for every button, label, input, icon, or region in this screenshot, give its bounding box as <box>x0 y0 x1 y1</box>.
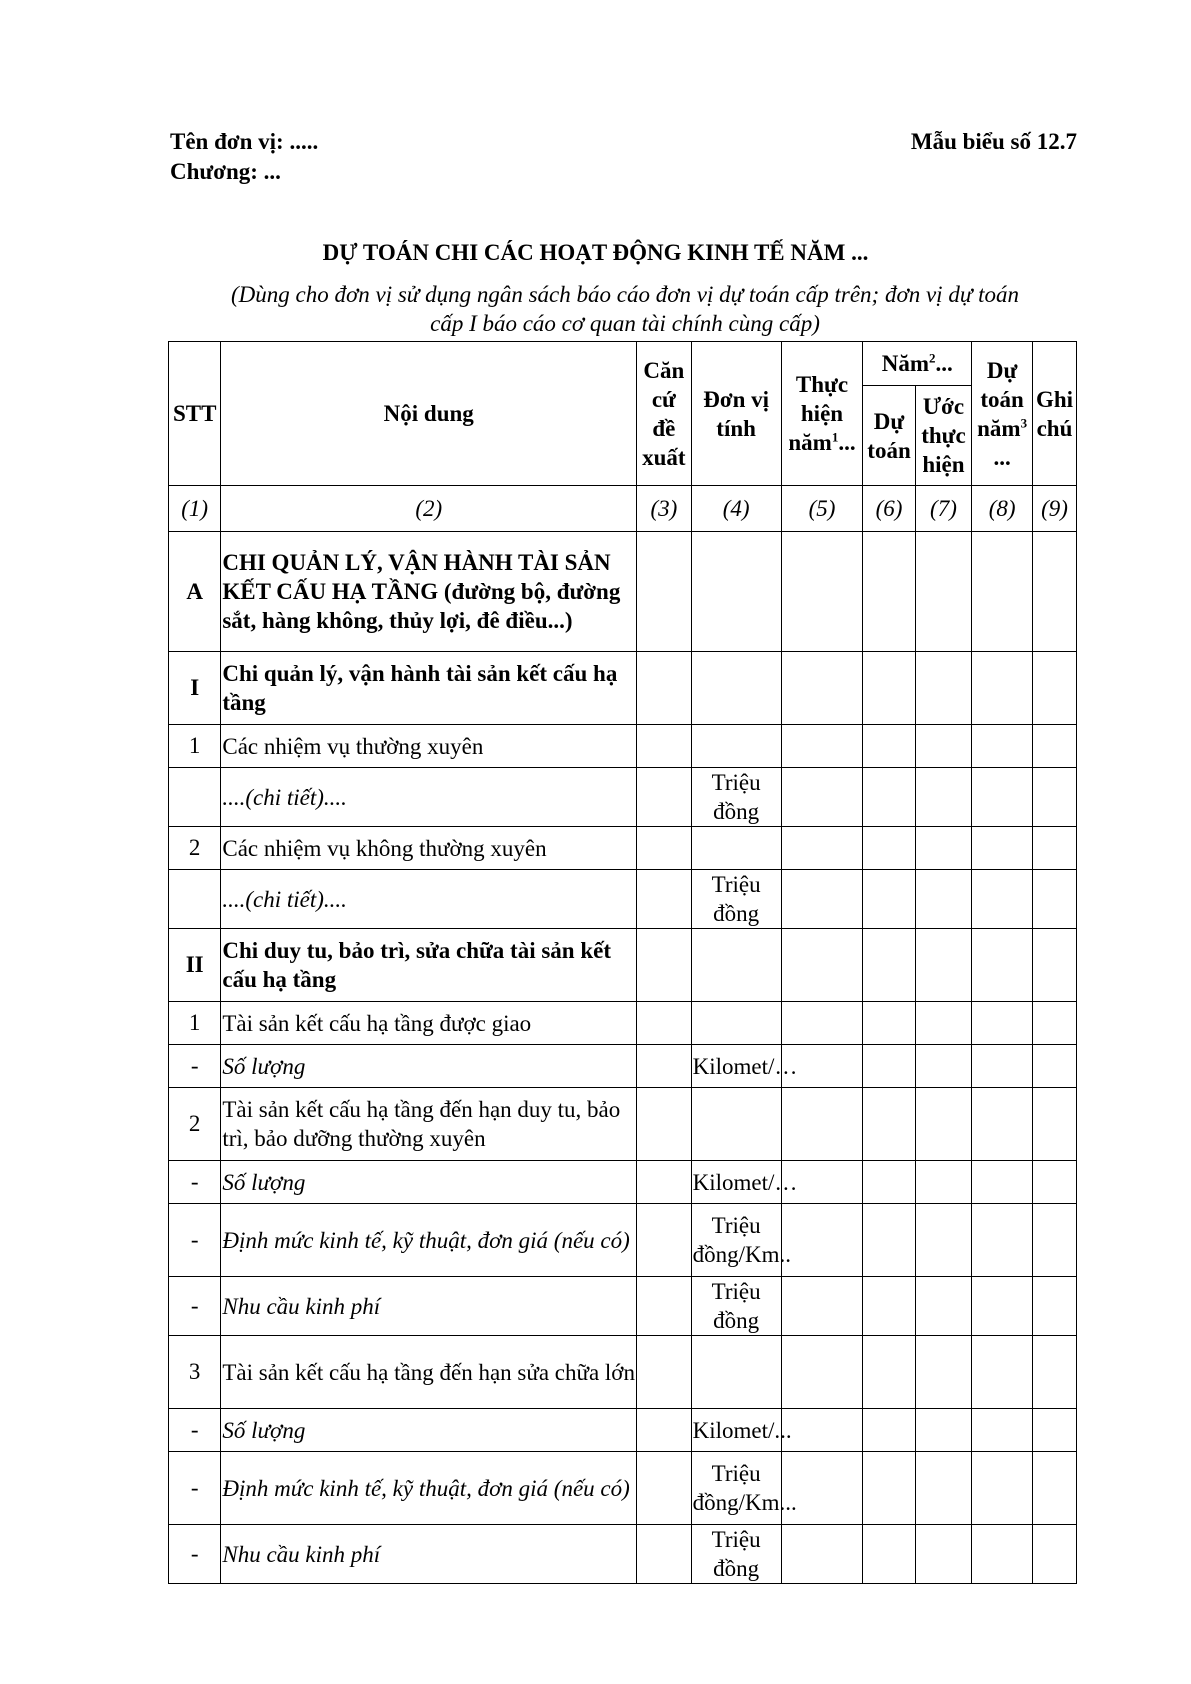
header-basis: Căn cứ đề xuất <box>637 342 691 486</box>
table-row <box>169 1452 1077 1525</box>
table-row <box>169 1045 1077 1088</box>
row-unit <box>691 827 781 870</box>
header-actual-suffix: ... <box>838 430 856 455</box>
row-note <box>1032 1525 1076 1584</box>
document-subtitle <box>170 280 1080 338</box>
row-estimate <box>863 768 915 827</box>
row-stt: 1 <box>169 1002 221 1045</box>
row-actual <box>781 1204 863 1277</box>
table-row <box>169 1336 1077 1409</box>
row-content: ....(chi tiết).... <box>221 870 637 929</box>
row-budget <box>972 768 1033 827</box>
row-basis <box>637 1452 691 1525</box>
row-note <box>1032 768 1076 827</box>
table-row <box>169 652 1077 725</box>
row-stt: 2 <box>169 827 221 870</box>
row-estimate <box>863 1045 915 1088</box>
row-est-actual <box>915 1002 972 1045</box>
row-unit: Kilomet/… <box>691 1161 781 1204</box>
table-row <box>169 827 1077 870</box>
header-note: Ghi chú <box>1032 342 1076 486</box>
row-budget <box>972 652 1033 725</box>
row-actual <box>781 1088 863 1161</box>
header-content: Nội dung <box>221 342 637 486</box>
row-content: Tài sản kết cấu hạ tầng đến hạn duy tu, bảo trì, bảo dưỡng thường xuyên <box>221 1088 637 1161</box>
row-note <box>1032 1002 1076 1045</box>
row-unit <box>691 929 781 1002</box>
row-unit <box>691 1088 781 1161</box>
row-budget <box>972 1204 1033 1277</box>
row-stt: - <box>169 1409 221 1452</box>
row-actual <box>781 1409 863 1452</box>
row-estimate <box>863 1525 915 1584</box>
row-budget <box>972 1277 1033 1336</box>
row-basis <box>637 1045 691 1088</box>
row-unit: Triệu đồng <box>691 1277 781 1336</box>
header-year-suffix: ... <box>935 351 953 376</box>
row-note <box>1032 725 1076 768</box>
row-budget <box>972 1161 1033 1204</box>
row-stt: - <box>169 1452 221 1525</box>
row-stt: A <box>169 532 221 652</box>
row-actual <box>781 1336 863 1409</box>
row-estimate <box>863 827 915 870</box>
table-row <box>169 1002 1077 1045</box>
row-content: Chi quản lý, vận hành tài sản kết cấu hạ tầng <box>221 652 637 725</box>
row-budget <box>972 725 1033 768</box>
row-basis <box>637 1525 691 1584</box>
col-number: (7) <box>915 486 972 532</box>
row-est-actual <box>915 827 972 870</box>
col-number: (3) <box>637 486 691 532</box>
row-content: Tài sản kết cấu hạ tầng được giao <box>221 1002 637 1045</box>
row-budget <box>972 929 1033 1002</box>
row-content: Định mức kinh tế, kỹ thuật, đơn giá (nếu có) <box>221 1204 637 1277</box>
document-title: DỰ TOÁN CHI CÁC HOẠT ĐỘNG KINH TẾ NĂM ... <box>322 240 869 265</box>
row-basis <box>637 1409 691 1452</box>
row-content: Chi duy tu, bảo trì, sửa chữa tài sản kết cấu hạ tầng <box>221 929 637 1002</box>
row-unit: Kilomet/… <box>691 1045 781 1088</box>
table-row <box>169 1204 1077 1277</box>
header-budget <box>972 342 1033 486</box>
row-actual <box>781 1525 863 1584</box>
header-year <box>863 342 972 386</box>
row-content: Định mức kinh tế, kỹ thuật, đơn giá (nếu có) <box>221 1452 637 1525</box>
row-est-actual <box>915 1161 972 1204</box>
col-number: (5) <box>781 486 863 532</box>
row-content: Các nhiệm vụ không thường xuyên <box>221 827 637 870</box>
row-content: CHI QUẢN LÝ, VẬN HÀNH TÀI SẢN KẾT CẤU HẠ TẦNG (đường bộ, đường sắt, hàng không, thủy lợi, đê điều...) <box>221 532 637 652</box>
row-stt <box>169 870 221 929</box>
col-number: (4) <box>691 486 781 532</box>
row-content: Số lượng <box>221 1161 637 1204</box>
row-note <box>1032 1204 1076 1277</box>
row-estimate <box>863 929 915 1002</box>
row-est-actual <box>915 768 972 827</box>
row-stt: - <box>169 1045 221 1088</box>
row-estimate <box>863 1204 915 1277</box>
row-unit <box>691 1336 781 1409</box>
row-estimate <box>863 870 915 929</box>
row-note <box>1032 1277 1076 1336</box>
row-note <box>1032 652 1076 725</box>
row-basis <box>637 532 691 652</box>
col-number: (9) <box>1032 486 1076 532</box>
row-budget <box>972 1088 1033 1161</box>
row-content: Tài sản kết cấu hạ tầng đến hạn sửa chữa lớn <box>221 1336 637 1409</box>
row-basis <box>637 768 691 827</box>
row-actual <box>781 652 863 725</box>
table-row <box>169 1088 1077 1161</box>
table-row <box>169 1525 1077 1584</box>
row-actual <box>781 532 863 652</box>
row-est-actual <box>915 1088 972 1161</box>
row-budget <box>972 1409 1033 1452</box>
row-stt: I <box>169 652 221 725</box>
row-estimate <box>863 1277 915 1336</box>
table-row <box>169 870 1077 929</box>
footnote-1: 1 <box>831 429 839 445</box>
row-basis <box>637 652 691 725</box>
row-note <box>1032 1452 1076 1525</box>
budget-table <box>168 341 1077 1584</box>
row-basis <box>637 725 691 768</box>
row-unit: Triệu đồng <box>691 768 781 827</box>
row-estimate <box>863 1336 915 1409</box>
table-row <box>169 725 1077 768</box>
row-content: Các nhiệm vụ thường xuyên <box>221 725 637 768</box>
row-unit: Triệu đồng <box>691 1525 781 1584</box>
row-budget <box>972 827 1033 870</box>
row-note <box>1032 827 1076 870</box>
row-est-actual <box>915 1525 972 1584</box>
row-estimate <box>863 1409 915 1452</box>
table-row <box>169 1277 1077 1336</box>
row-unit: Kilomet/... <box>691 1409 781 1452</box>
row-basis <box>637 1336 691 1409</box>
row-unit <box>691 725 781 768</box>
row-unit: Triệu đồng/Km... <box>691 1452 781 1525</box>
row-actual <box>781 1277 863 1336</box>
row-est-actual <box>915 1409 972 1452</box>
row-note <box>1032 1409 1076 1452</box>
row-unit: Triệu đồng <box>691 870 781 929</box>
header-year-text: Năm <box>881 351 930 376</box>
col-number: (6) <box>863 486 915 532</box>
row-stt: 3 <box>169 1336 221 1409</box>
header-stt: STT <box>169 342 221 486</box>
row-content: Nhu cầu kinh phí <box>221 1525 637 1584</box>
row-actual <box>781 870 863 929</box>
row-stt <box>169 768 221 827</box>
row-stt: - <box>169 1277 221 1336</box>
row-budget <box>972 1525 1033 1584</box>
row-est-actual <box>915 725 972 768</box>
table-row <box>169 929 1077 1002</box>
row-note <box>1032 1336 1076 1409</box>
row-basis <box>637 1161 691 1204</box>
row-est-actual <box>915 1045 972 1088</box>
row-note <box>1032 1088 1076 1161</box>
row-est-actual <box>915 1336 972 1409</box>
row-actual <box>781 768 863 827</box>
row-budget <box>972 870 1033 929</box>
column-number-row <box>169 486 1077 532</box>
row-content: Nhu cầu kinh phí <box>221 1277 637 1336</box>
form-number-label: Mẫu biểu số 12.7 <box>910 129 1077 154</box>
row-est-actual <box>915 1204 972 1277</box>
row-stt: - <box>169 1161 221 1204</box>
footnote-3: 3 <box>1020 414 1028 430</box>
row-basis <box>637 1002 691 1045</box>
row-est-actual <box>915 929 972 1002</box>
row-budget <box>972 1045 1033 1088</box>
row-basis <box>637 870 691 929</box>
row-basis <box>637 1204 691 1277</box>
row-stt: 1 <box>169 725 221 768</box>
row-note <box>1032 1045 1076 1088</box>
header-estimate: Dự toán <box>863 386 915 486</box>
table-row <box>169 1161 1077 1204</box>
subtitle-line-2: cấp I báo cáo cơ quan tài chính cùng cấp) <box>430 311 820 336</box>
header-budget-suffix: ... <box>993 444 1011 470</box>
row-unit <box>691 652 781 725</box>
row-estimate <box>863 1161 915 1204</box>
unit-name-label: Tên đơn vị: ..... <box>170 129 319 154</box>
table-row <box>169 768 1077 827</box>
row-est-actual <box>915 532 972 652</box>
row-estimate <box>863 1002 915 1045</box>
row-estimate <box>863 725 915 768</box>
row-budget <box>972 1452 1033 1525</box>
row-basis <box>637 827 691 870</box>
header-est-actual: Ước thực hiện <box>915 386 972 486</box>
row-basis <box>637 1088 691 1161</box>
row-stt: 2 <box>169 1088 221 1161</box>
header-row-1 <box>169 342 1077 386</box>
col-number: (2) <box>221 486 637 532</box>
row-est-actual <box>915 870 972 929</box>
footnote-2: 2 <box>929 350 936 366</box>
col-number: (1) <box>169 486 221 532</box>
row-actual <box>781 725 863 768</box>
row-estimate <box>863 532 915 652</box>
row-note <box>1032 1161 1076 1204</box>
row-note <box>1032 532 1076 652</box>
row-content: Số lượng <box>221 1045 637 1088</box>
row-estimate <box>863 652 915 725</box>
row-estimate <box>863 1088 915 1161</box>
row-stt: - <box>169 1525 221 1584</box>
row-unit: Triệu đồng/Km.. <box>691 1204 781 1277</box>
table-row <box>169 532 1077 652</box>
row-est-actual <box>915 1277 972 1336</box>
row-basis <box>637 1277 691 1336</box>
row-unit <box>691 1002 781 1045</box>
chapter-label: Chương: ... <box>170 159 281 184</box>
row-basis <box>637 929 691 1002</box>
header-unit: Đơn vị tính <box>691 342 781 486</box>
row-actual <box>781 1002 863 1045</box>
row-actual <box>781 827 863 870</box>
header-actual-text: Thực hiện năm <box>788 372 849 455</box>
table-row <box>169 1409 1077 1452</box>
row-budget <box>972 532 1033 652</box>
row-est-actual <box>915 1452 972 1525</box>
row-content: ....(chi tiết).... <box>221 768 637 827</box>
row-unit <box>691 532 781 652</box>
row-budget <box>972 1336 1033 1409</box>
row-budget <box>972 1002 1033 1045</box>
row-stt: - <box>169 1204 221 1277</box>
row-note <box>1032 929 1076 1002</box>
col-number: (8) <box>972 486 1033 532</box>
header-budget-text: Dự toán năm <box>977 357 1024 441</box>
row-note <box>1032 870 1076 929</box>
subtitle-line-1: (Dùng cho đơn vị sử dụng ngân sách báo cáo đơn vị dự toán cấp trên; đơn vị dự toán <box>231 282 1019 307</box>
row-actual <box>781 929 863 1002</box>
row-estimate <box>863 1452 915 1525</box>
header-actual <box>781 342 863 486</box>
row-stt: II <box>169 929 221 1002</box>
row-est-actual <box>915 652 972 725</box>
row-content: Số lượng <box>221 1409 637 1452</box>
